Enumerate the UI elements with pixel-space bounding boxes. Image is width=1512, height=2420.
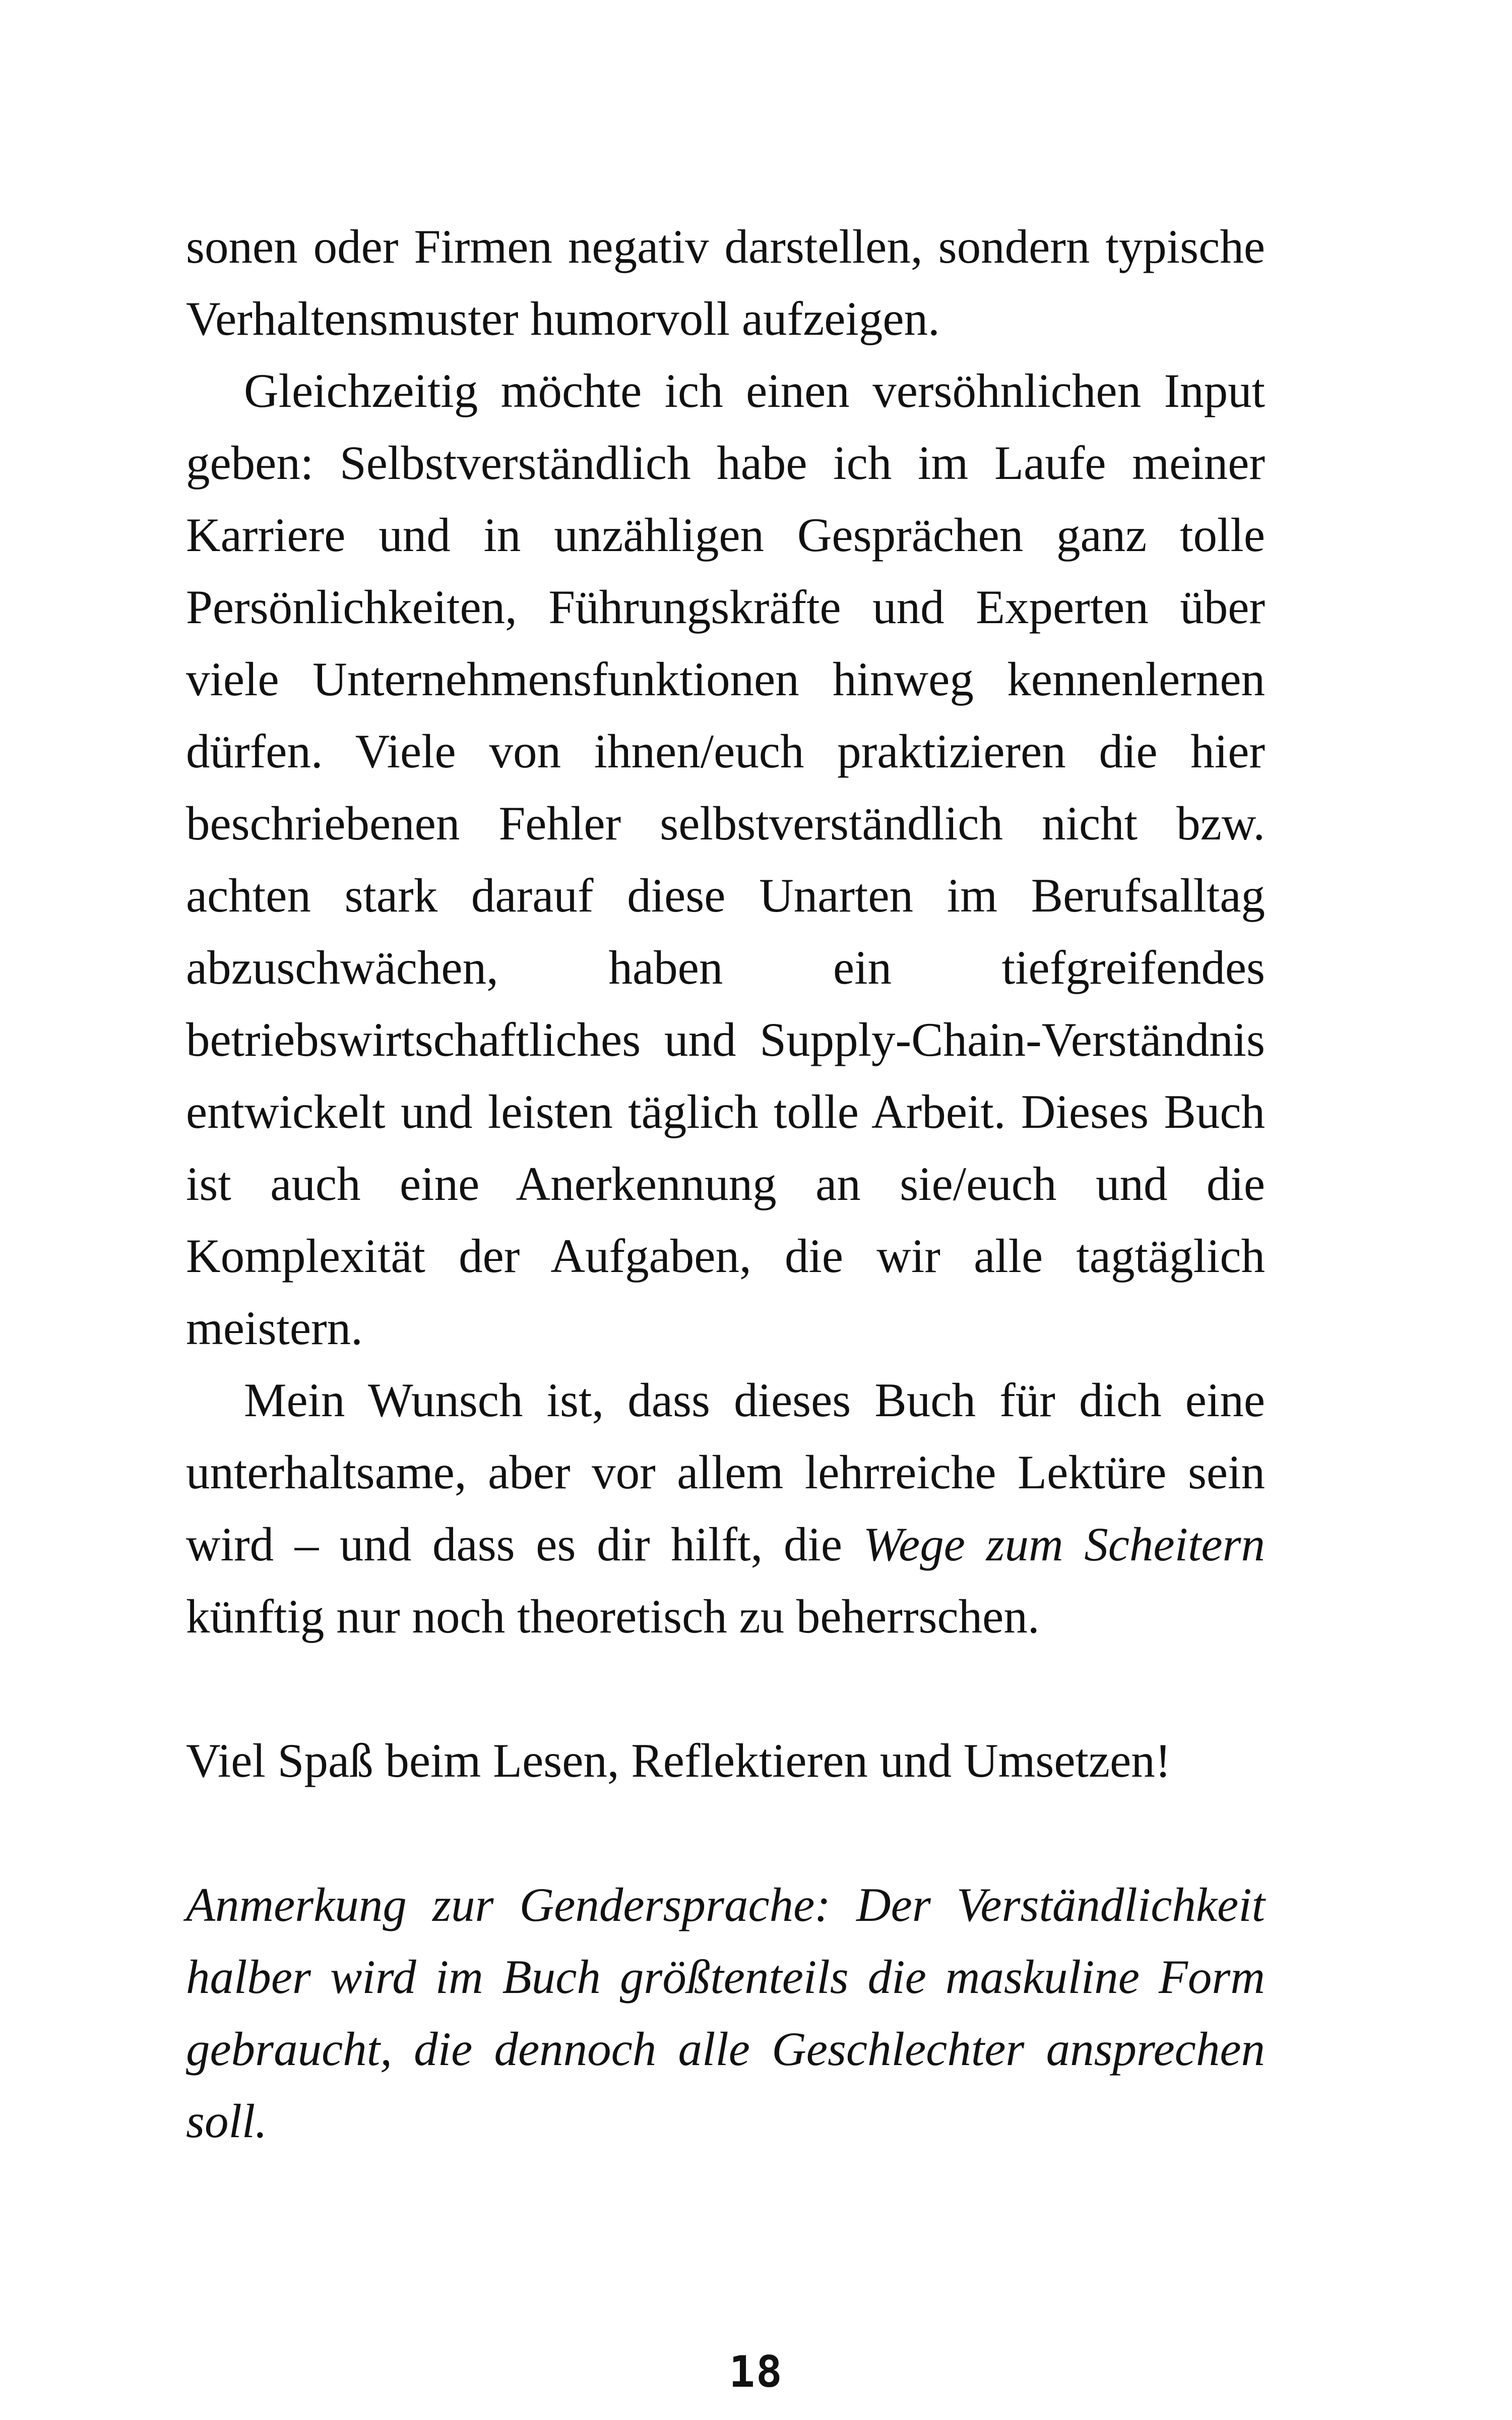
gender-language-note: Anmerkung zur Gendersprache: Der Verständlichkeit halber wird im Buch größtenteils die maskuline Form gebraucht, die dennoch alle Geschlechter ansprechen soll. [186, 1878, 1265, 2148]
paragraph-spacer [186, 1653, 1265, 1725]
paragraph-wish [186, 1364, 1265, 1653]
wish-text-start: Mein Wunsch ist, dass dieses Buch für dich eine unterhaltsame, aber vor allem lehrreiche Lektüre sein wird – und dass es dir hilft, die [186, 1373, 1265, 1571]
wish-text-end: künftig nur noch theoretisch zu beherrschen. [186, 1590, 1040, 1643]
page-number: 18 [729, 2347, 783, 2397]
book-title-italic: Wege zum Scheitern [863, 1518, 1265, 1571]
paragraph-spacer [186, 1797, 1265, 1869]
closing-line: Viel Spaß beim Lesen, Reflektieren und Umsetzen! [186, 1734, 1171, 1787]
paragraph-continuation: sonen oder Firmen negativ darstellen, sondern typische Verhaltensmuster humorvoll aufzeigen. [186, 220, 1265, 345]
paragraph-acknowledgement: Gleichzeitig möchte ich einen versöhnlichen Input geben: Selbstverständlich habe ich im Laufe meiner Karriere und in unzähligen Gesprächen ganz tolle Persönlichkeiten, Führungskräfte und Experten über viele Unternehmensfunktionen hinweg kennenlernen dürfen. Viele von ihnen/euch praktizieren die hier beschriebenen Fehler selbstverständlich nicht bzw. achten stark darauf diese Unarten im Berufsalltag abzuschwächen, haben ein tiefgreifendes betriebswirtschaftliches und Supply-Chain-Verständnis entwickelt und leisten täglich tolle Arbeit. Dieses Buch ist auch eine Anerkennung an sie/euch und die Komplexität der Aufgaben, die wir alle tagtäglich meistern. [186, 364, 1265, 1355]
body-text [186, 211, 1265, 2157]
